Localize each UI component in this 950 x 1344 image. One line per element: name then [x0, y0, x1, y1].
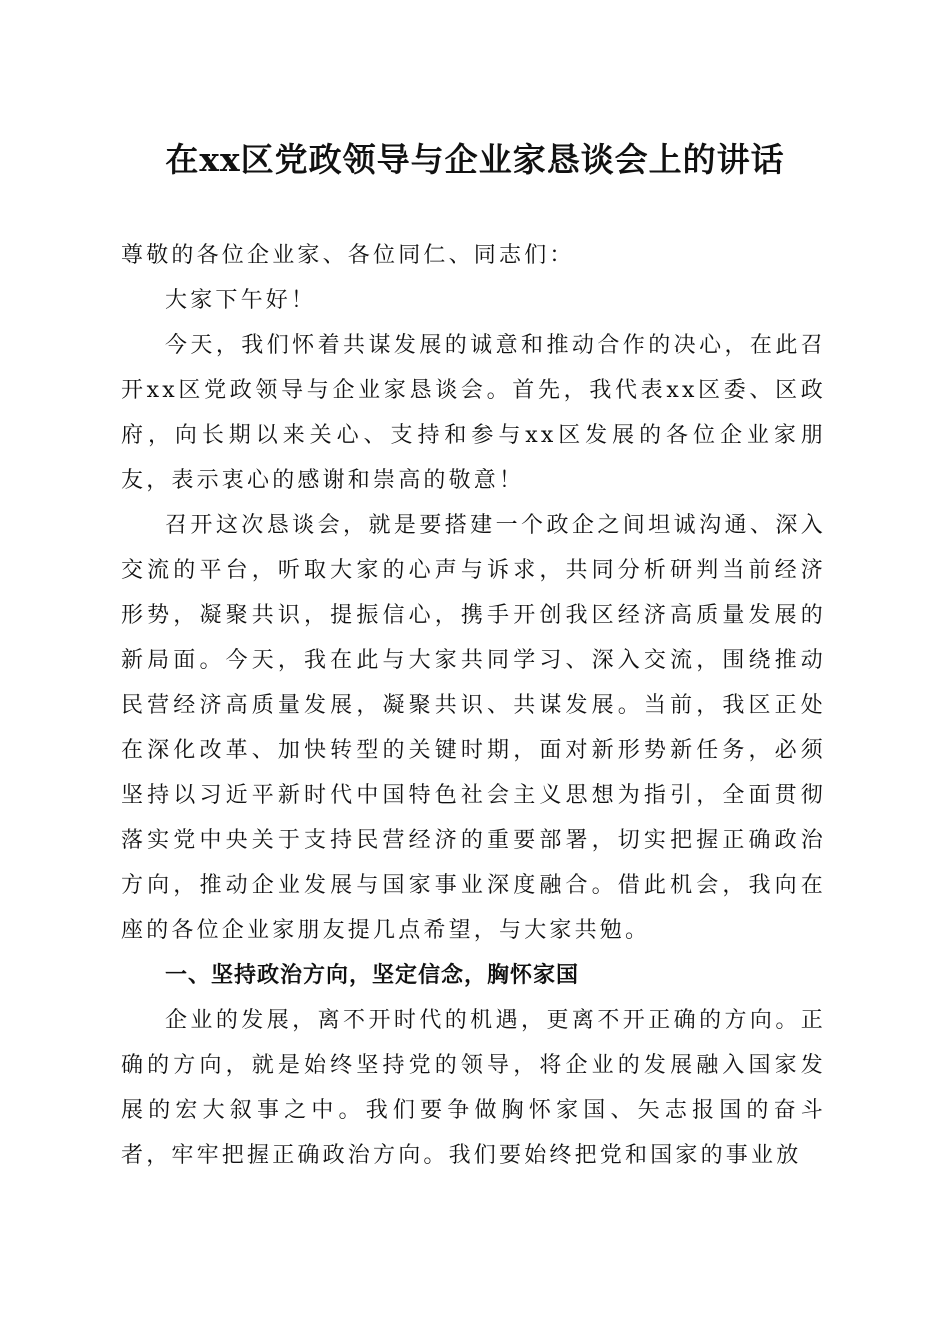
section-paragraph-1: 企业的发展，离不开时代的机遇，更离不开正确的方向。正确的方向，就是始终坚持党的领导，将企业的发展融入国家发展的宏大叙事之中。我们要争做胸怀家国、矢志报国的奋斗者，牢牢把握正确政治方向。我们要始终把党和国家的事业放	[121, 1008, 826, 1168]
greeting: 大家下午好！	[165, 288, 317, 313]
salutation: 尊敬的各位企业家、各位同仁、同志们：	[121, 243, 575, 268]
section-heading-1: 一、坚持政治方向，坚定信念，胸怀家国	[165, 963, 580, 988]
document-title: 在xx区党政领导与企业家恳谈会上的讲话	[165, 140, 785, 179]
body-paragraph-1: 今天，我们怀着共谋发展的诚意和推动合作的决心，在此召开xx区党政领导与企业家恳谈会。首先，我代表xx区委、区政府，向长期以来关心、支持和参与xx区发展的各位企业家朋友，表示衷心的感谢和崇高的敬意！	[121, 333, 826, 493]
document-body	[121, 233, 826, 1178]
body-paragraph-2: 召开这次恳谈会，就是要搭建一个政企之间坦诚沟通、深入交流的平台，听取大家的心声与诉求，共同分析研判当前经济形势，凝聚共识，提振信心，携手开创我区经济高质量发展的新局面。今天，我在此与大家共同学习、深入交流，围绕推动民营经济高质量发展，凝聚共识、共谋发展。当前，我区正处在深化改革、加快转型的关键时期，面对新形势新任务，必须坚持以习近平新时代中国特色社会主义思想为指引，全面贯彻落实党中央关于支持民营经济的重要部署，切实把握正确政治方向，推动企业发展与国家事业深度融合。借此机会，我向在座的各位企业家朋友提几点希望，与大家共勉。	[121, 513, 826, 943]
